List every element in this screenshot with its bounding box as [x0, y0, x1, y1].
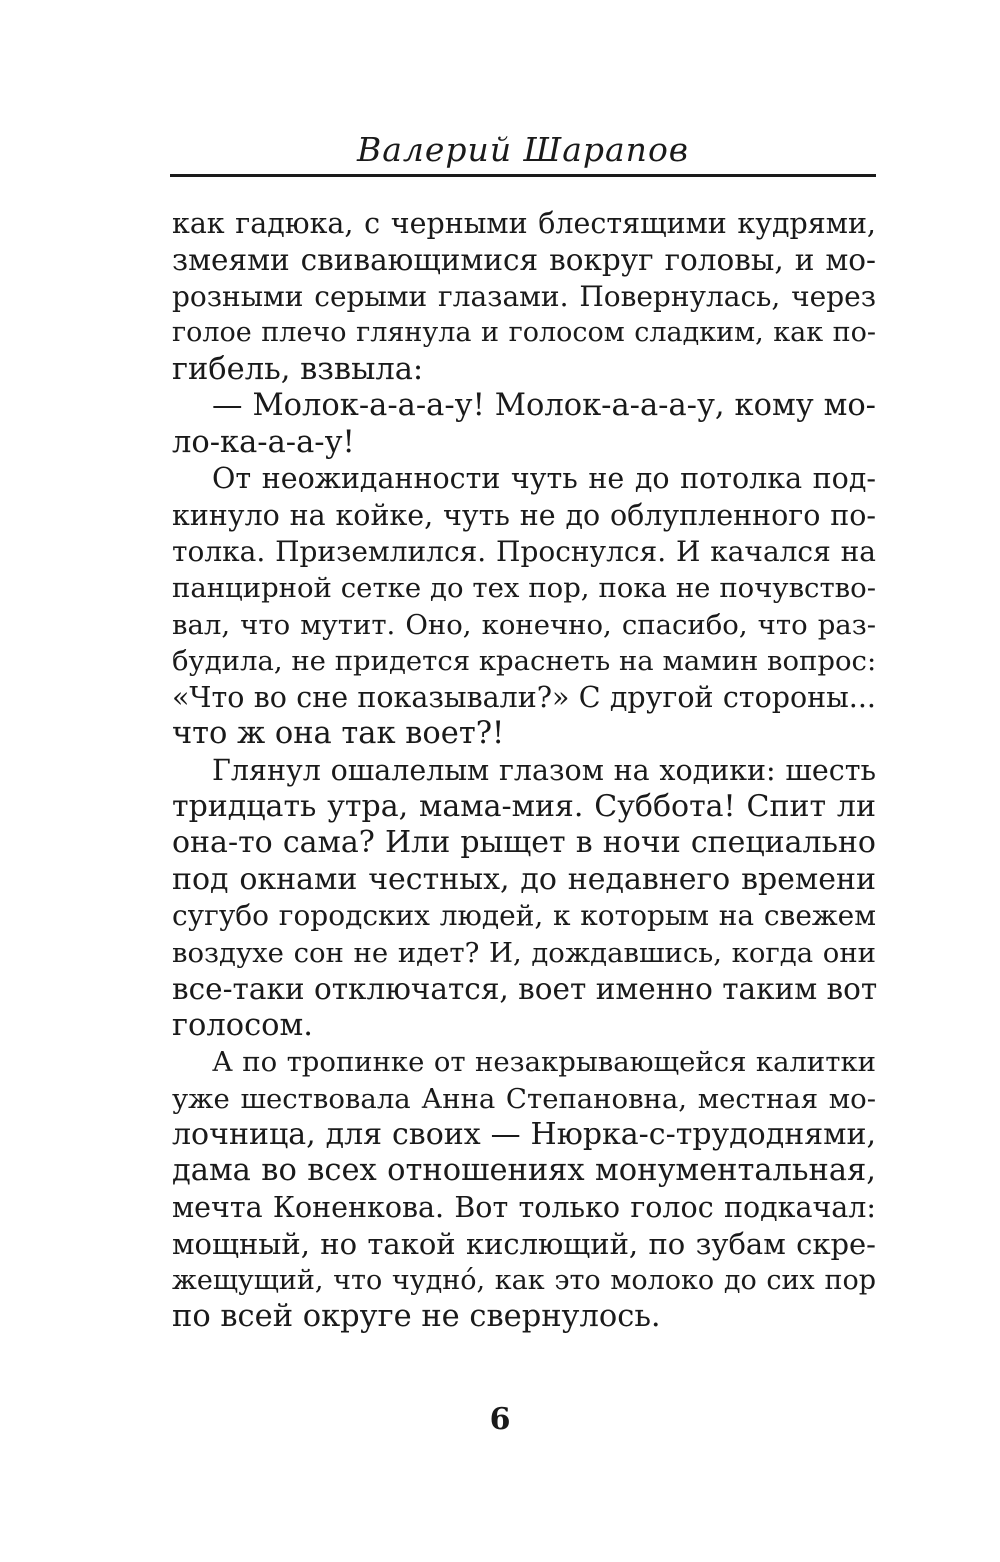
text-line: она-то сама? Или рыщет в ночи специально — [172, 825, 876, 861]
text-line: ло-ка-а-а-у! — [172, 424, 355, 460]
text-line: От неожиданности чуть не до потолка под- — [212, 462, 876, 496]
header-rule — [170, 174, 876, 177]
running-header: Валерий Шарапов — [356, 130, 690, 169]
text-line: все-таки отключатся, воет именно таким вот — [172, 972, 878, 1007]
text-line: сугубо городских людей, к которым на свежем — [172, 899, 876, 933]
text-line: мечта Коненкова. Вот только голос подкачал: — [172, 1190, 876, 1224]
text-line: тридцать утра, мама-мия. Суббота! Спит ли — [172, 789, 876, 824]
text-line: розными серыми глазами. Повернулась, через — [172, 279, 876, 313]
text-line: воздухе сон не идет? И, дождавшись, когда они — [172, 936, 876, 969]
text-line: змеями свивающимися вокруг головы, и мо- — [172, 243, 876, 278]
text-line: «Что во сне показывали?» С другой стороны... — [172, 680, 876, 714]
text-line: мощный, но такой кислющий, по зубам скре- — [172, 1227, 876, 1262]
text-line: гибель, взвыла: — [172, 351, 424, 387]
text-line: — Молок-а-а-а-у! Молок-а-а-а-у, кому мо- — [212, 388, 876, 424]
text-line: будила, не придется краснеть на мамин вопрос: — [172, 645, 877, 678]
text-line: дама во всех отношениях монументальная, — [172, 1153, 876, 1189]
text-line: Глянул ошалелым глазом на ходики: шесть — [212, 753, 876, 787]
text-line: толка. Приземлился. Проснулся. И качался на — [172, 534, 876, 568]
text-line: лочница, для своих — Нюрка-с-трудоднями, — [172, 1116, 876, 1152]
text-line: как гадюка, с черными блестящими кудрями, — [172, 207, 876, 240]
text-line: кинуло на койке, чуть не до облупленного по- — [172, 498, 876, 532]
text-line: что ж она так воет?! — [172, 716, 505, 752]
text-line: голосом. — [172, 1007, 313, 1043]
text-line: панцирной сетке до тех пор, пока не почувство- — [172, 572, 876, 605]
text-line: жещущий, что чудно́, как это молоко до сих пор — [172, 1264, 876, 1296]
text-line: уже шествовала Анна Степановна, местная мо- — [172, 1082, 876, 1115]
text-line: голое плечо глянула и голосом сладким, как по- — [172, 317, 876, 349]
page-number: 6 — [489, 1402, 511, 1437]
text-line: под окнами честных, до недавнего времени — [172, 861, 876, 897]
text-line: вал, что мутит. Оно, конечно, спасибо, что раз- — [172, 608, 876, 641]
body-text — [172, 206, 876, 1336]
text-line: по всей округе не свернулось. — [172, 1299, 661, 1335]
text-line: А по тропинке от незакрывающейся калитки — [212, 1046, 876, 1079]
